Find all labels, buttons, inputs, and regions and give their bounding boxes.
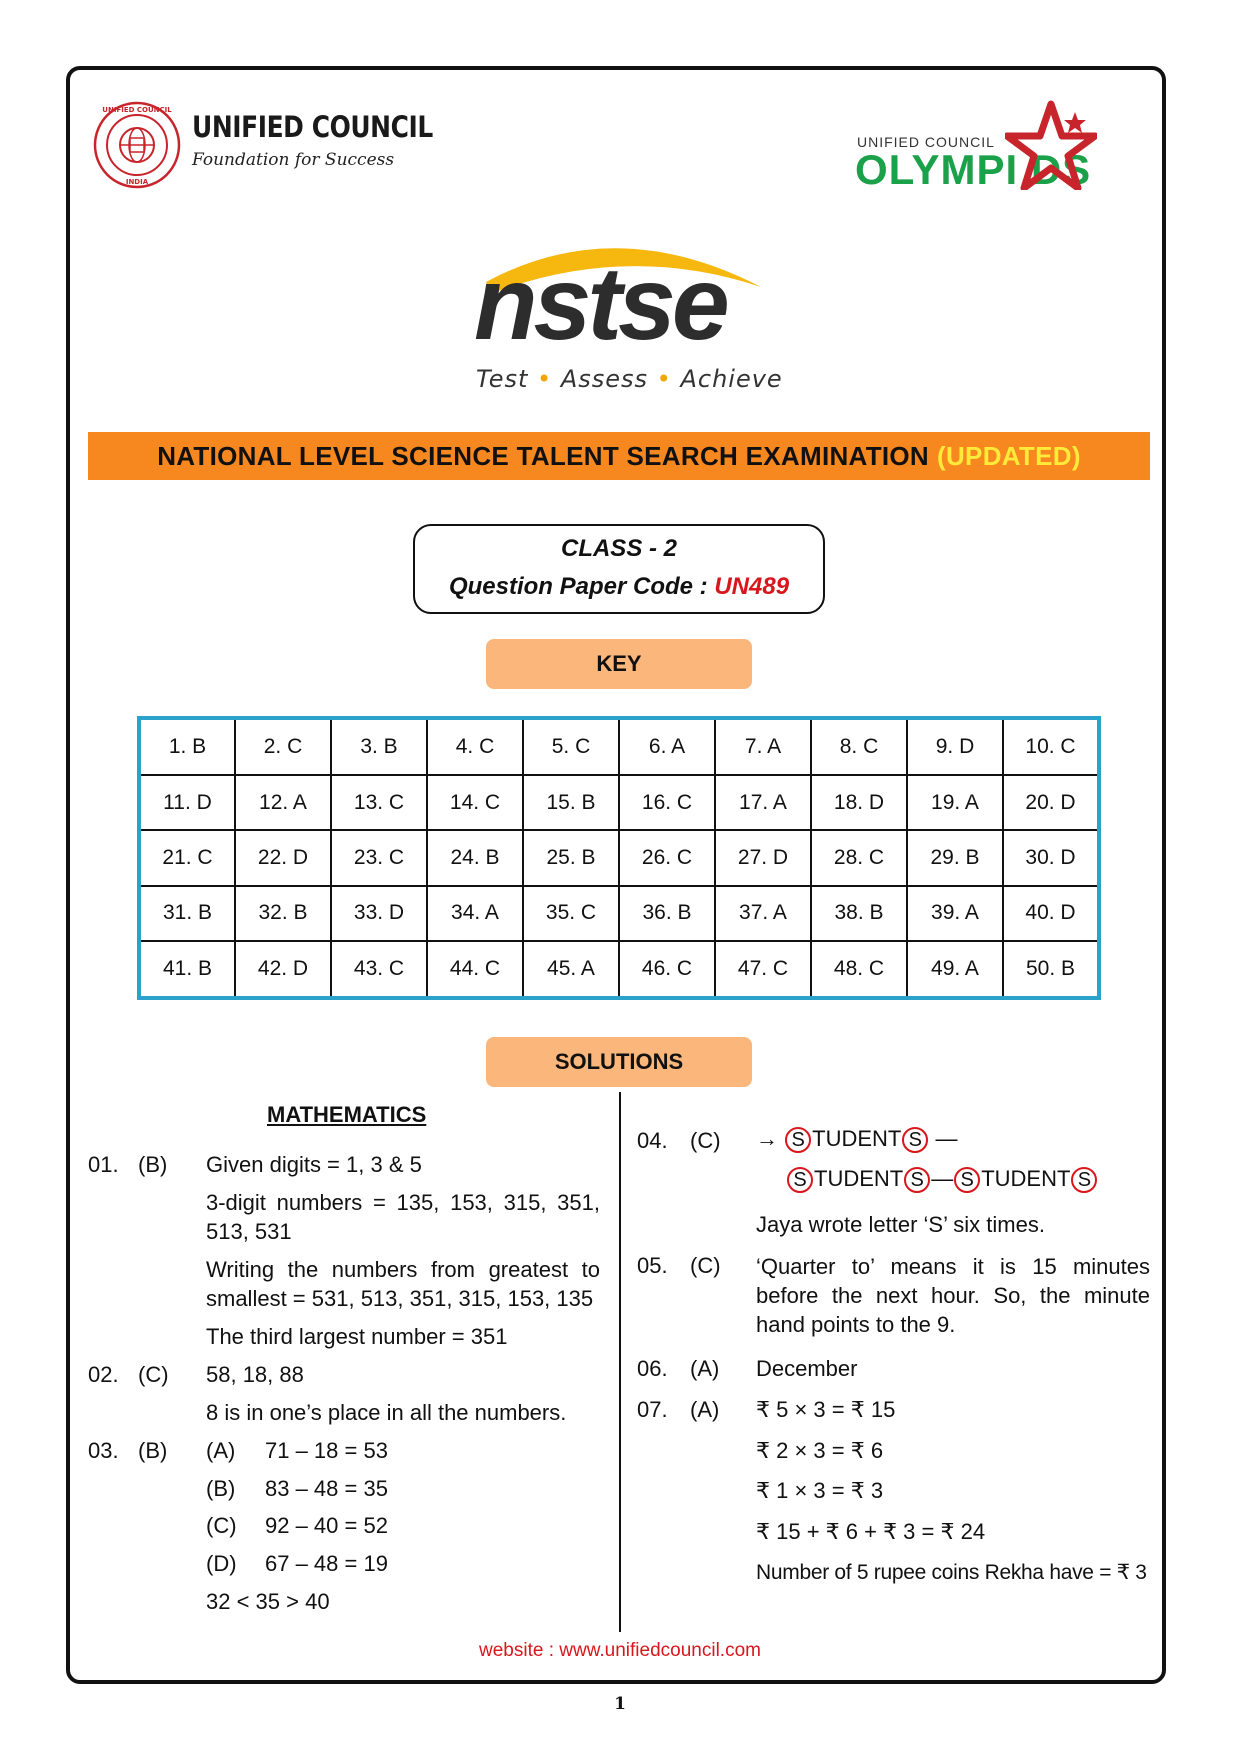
q01-line-1: Given digits = 1, 3 & 5 <box>206 1152 422 1177</box>
key-cell: 43. C <box>331 941 427 998</box>
circled-letter: S <box>787 1167 813 1193</box>
tagline-dot-icon: • <box>537 365 553 393</box>
solutions-heading: SOLUTIONS <box>486 1037 752 1087</box>
class-info-box <box>413 524 825 614</box>
svg-text:INDIA: INDIA <box>125 178 149 186</box>
key-cell: 9. D <box>907 718 1003 775</box>
key-row <box>139 718 1099 775</box>
circled-letter: S <box>954 1167 980 1193</box>
dash: — <box>935 1126 958 1151</box>
council-name: UNIFIED COUNCIL <box>192 110 433 144</box>
key-cell: 33. D <box>331 886 427 941</box>
key-cell: 4. C <box>427 718 523 775</box>
q07-line-5: Number of 5 rupee coins Rekha have = ₹ 3 <box>756 1561 1147 1584</box>
circled-letter: S <box>785 1127 811 1153</box>
q06-number: 06. <box>637 1356 668 1381</box>
q03-opt-c-eq: 92 – 40 = 52 <box>265 1513 388 1538</box>
key-cell: 40. D <box>1003 886 1099 941</box>
exam-title: NATIONAL LEVEL SCIENCE TALENT SEARCH EXAMINATION <box>157 440 930 471</box>
key-cell: 44. C <box>427 941 523 998</box>
circled-letter: S <box>904 1167 930 1193</box>
q02-line-1: 58, 18, 88 <box>206 1362 304 1387</box>
q03-opt-d-eq: 67 – 48 = 19 <box>265 1551 388 1576</box>
q04-answer: (C) <box>690 1128 721 1153</box>
student-word: TUDENT <box>814 1166 904 1191</box>
circled-letter: S <box>1071 1167 1097 1193</box>
key-cell: 11. D <box>139 775 235 830</box>
key-cell: 6. A <box>619 718 715 775</box>
key-cell: 1. B <box>139 718 235 775</box>
q02-line-2: 8 is in one’s place in all the numbers. <box>206 1400 567 1425</box>
key-cell: 45. A <box>523 941 619 998</box>
q01-number: 01. <box>88 1152 119 1177</box>
q07-line-2: ₹ 2 × 3 = ₹ 6 <box>756 1438 884 1463</box>
q07-line-4: ₹ 15 + ₹ 6 + ₹ 3 = ₹ 24 <box>756 1519 986 1544</box>
q03-opt-c-label: (C) <box>206 1513 237 1538</box>
updated-label: (UPDATED) <box>937 440 1081 471</box>
q03-number: 03. <box>88 1438 119 1463</box>
key-cell: 17. A <box>715 775 811 830</box>
key-cell: 2. C <box>235 718 331 775</box>
olympiads-star-icon <box>1005 100 1097 190</box>
q05-text: ‘Quarter to’ means it is 15 minutes before the next hour. So, the minute hand points to the 9. <box>756 1254 1150 1337</box>
tagline-assess: Assess <box>560 365 649 393</box>
student-word: TUDENT <box>981 1166 1071 1191</box>
key-cell: 25. B <box>523 830 619 885</box>
q07-line-3: ₹ 1 × 3 = ₹ 3 <box>756 1478 884 1503</box>
q01-line-3: Writing the numbers from greatest to smallest = 531, 513, 351, 315, 153, 135 <box>206 1257 600 1311</box>
svg-text:UNIFIED COUNCIL: UNIFIED COUNCIL <box>102 106 172 114</box>
q04-number: 04. <box>637 1128 668 1153</box>
key-cell: 13. C <box>331 775 427 830</box>
key-cell: 16. C <box>619 775 715 830</box>
key-cell: 34. A <box>427 886 523 941</box>
tagline-test: Test <box>476 365 529 393</box>
q01-answer: (B) <box>138 1152 168 1177</box>
key-cell: 3. B <box>331 718 427 775</box>
nstse-tagline <box>476 365 783 393</box>
key-cell: 15. B <box>523 775 619 830</box>
paper-code-label: Question Paper Code : <box>448 573 708 600</box>
key-cell: 49. A <box>907 941 1003 998</box>
key-cell: 50. B <box>1003 941 1099 998</box>
key-cell: 23. C <box>331 830 427 885</box>
dash: — <box>931 1166 954 1191</box>
q03-opt-d-label: (D) <box>206 1551 237 1576</box>
key-cell: 24. B <box>427 830 523 885</box>
key-cell: 36. B <box>619 886 715 941</box>
key-cell: 20. D <box>1003 775 1099 830</box>
key-cell: 5. C <box>523 718 619 775</box>
key-cell: 7. A <box>715 718 811 775</box>
key-cell: 19. A <box>907 775 1003 830</box>
q03-conclusion: 32 < 35 > 40 <box>206 1589 330 1614</box>
key-cell: 42. D <box>235 941 331 998</box>
q07-line-1: ₹ 5 × 3 = ₹ 15 <box>756 1397 896 1422</box>
section-mathematics: MATHEMATICS <box>267 1102 427 1127</box>
q02-number: 02. <box>88 1362 119 1387</box>
key-cell: 28. C <box>811 830 907 885</box>
q07-number: 07. <box>637 1397 668 1422</box>
q02-answer: (C) <box>138 1362 169 1387</box>
key-cell: 35. C <box>523 886 619 941</box>
q06-text: December <box>756 1356 858 1381</box>
olympiads-small-label: UNIFIED COUNCIL <box>857 134 995 150</box>
answer-key-table <box>137 716 1101 1000</box>
key-cell: 30. D <box>1003 830 1099 885</box>
key-cell: 21. C <box>139 830 235 885</box>
key-cell: 27. D <box>715 830 811 885</box>
q03-answer: (B) <box>138 1438 168 1463</box>
key-cell: 41. B <box>139 941 235 998</box>
q05-answer: (C) <box>690 1253 721 1278</box>
q07-answer: (A) <box>690 1397 720 1422</box>
q06-answer: (A) <box>690 1356 720 1381</box>
key-cell: 46. C <box>619 941 715 998</box>
key-cell: 10. C <box>1003 718 1099 775</box>
key-row <box>139 941 1099 998</box>
arrow-right-icon: → <box>756 1126 778 1151</box>
key-cell: 48. C <box>811 941 907 998</box>
key-cell: 38. B <box>811 886 907 941</box>
q04-student-row-1 <box>756 1124 957 1154</box>
q03-opt-a-label: (A) <box>206 1438 236 1463</box>
q04-student-row-2 <box>786 1164 1098 1194</box>
nstse-logo-word: nstse <box>474 246 726 362</box>
council-tagline: Foundation for Success <box>192 150 395 170</box>
key-cell: 18. D <box>811 775 907 830</box>
paper-code-value: UN489 <box>714 573 790 600</box>
paper-code-line <box>415 573 823 601</box>
key-row <box>139 830 1099 885</box>
student-word: TUDENT <box>812 1126 902 1151</box>
key-cell: 31. B <box>139 886 235 941</box>
exam-title-banner <box>88 432 1150 480</box>
page-number: 1 <box>614 1694 626 1714</box>
key-cell: 22. D <box>235 830 331 885</box>
key-cell: 12. A <box>235 775 331 830</box>
key-cell: 39. A <box>907 886 1003 941</box>
key-cell: 26. C <box>619 830 715 885</box>
key-cell: 47. C <box>715 941 811 998</box>
circled-letter: S <box>902 1127 928 1153</box>
tagline-dot-icon: • <box>656 365 672 393</box>
olympiads-logo-text: OLYMPI DS <box>855 146 1092 193</box>
q03-opt-b-eq: 83 – 48 = 35 <box>265 1476 388 1501</box>
key-cell: 32. B <box>235 886 331 941</box>
key-heading: KEY <box>486 639 752 689</box>
class-label: CLASS - 2 <box>560 535 677 562</box>
key-cell: 37. A <box>715 886 811 941</box>
key-row <box>139 886 1099 941</box>
tagline-achieve: Achieve <box>680 365 783 393</box>
q03-opt-b-label: (B) <box>206 1476 236 1501</box>
q03-opt-a-eq: 71 – 18 = 53 <box>265 1438 388 1463</box>
q01-line-2: 3-digit numbers = 135, 153, 315, 351, 513, 531 <box>206 1190 600 1244</box>
key-cell: 8. C <box>811 718 907 775</box>
unified-council-seal-icon <box>92 100 182 190</box>
q05-number: 05. <box>637 1253 668 1278</box>
key-cell: 14. C <box>427 775 523 830</box>
key-row <box>139 775 1099 830</box>
key-cell: 29. B <box>907 830 1003 885</box>
q04-conclusion: Jaya wrote letter ‘S’ six times. <box>756 1212 1045 1237</box>
website-link[interactable]: website : www.unifiedcouncil.com <box>479 1640 761 1661</box>
q01-line-4: The third largest number = 351 <box>206 1324 508 1349</box>
column-divider <box>619 1092 621 1632</box>
